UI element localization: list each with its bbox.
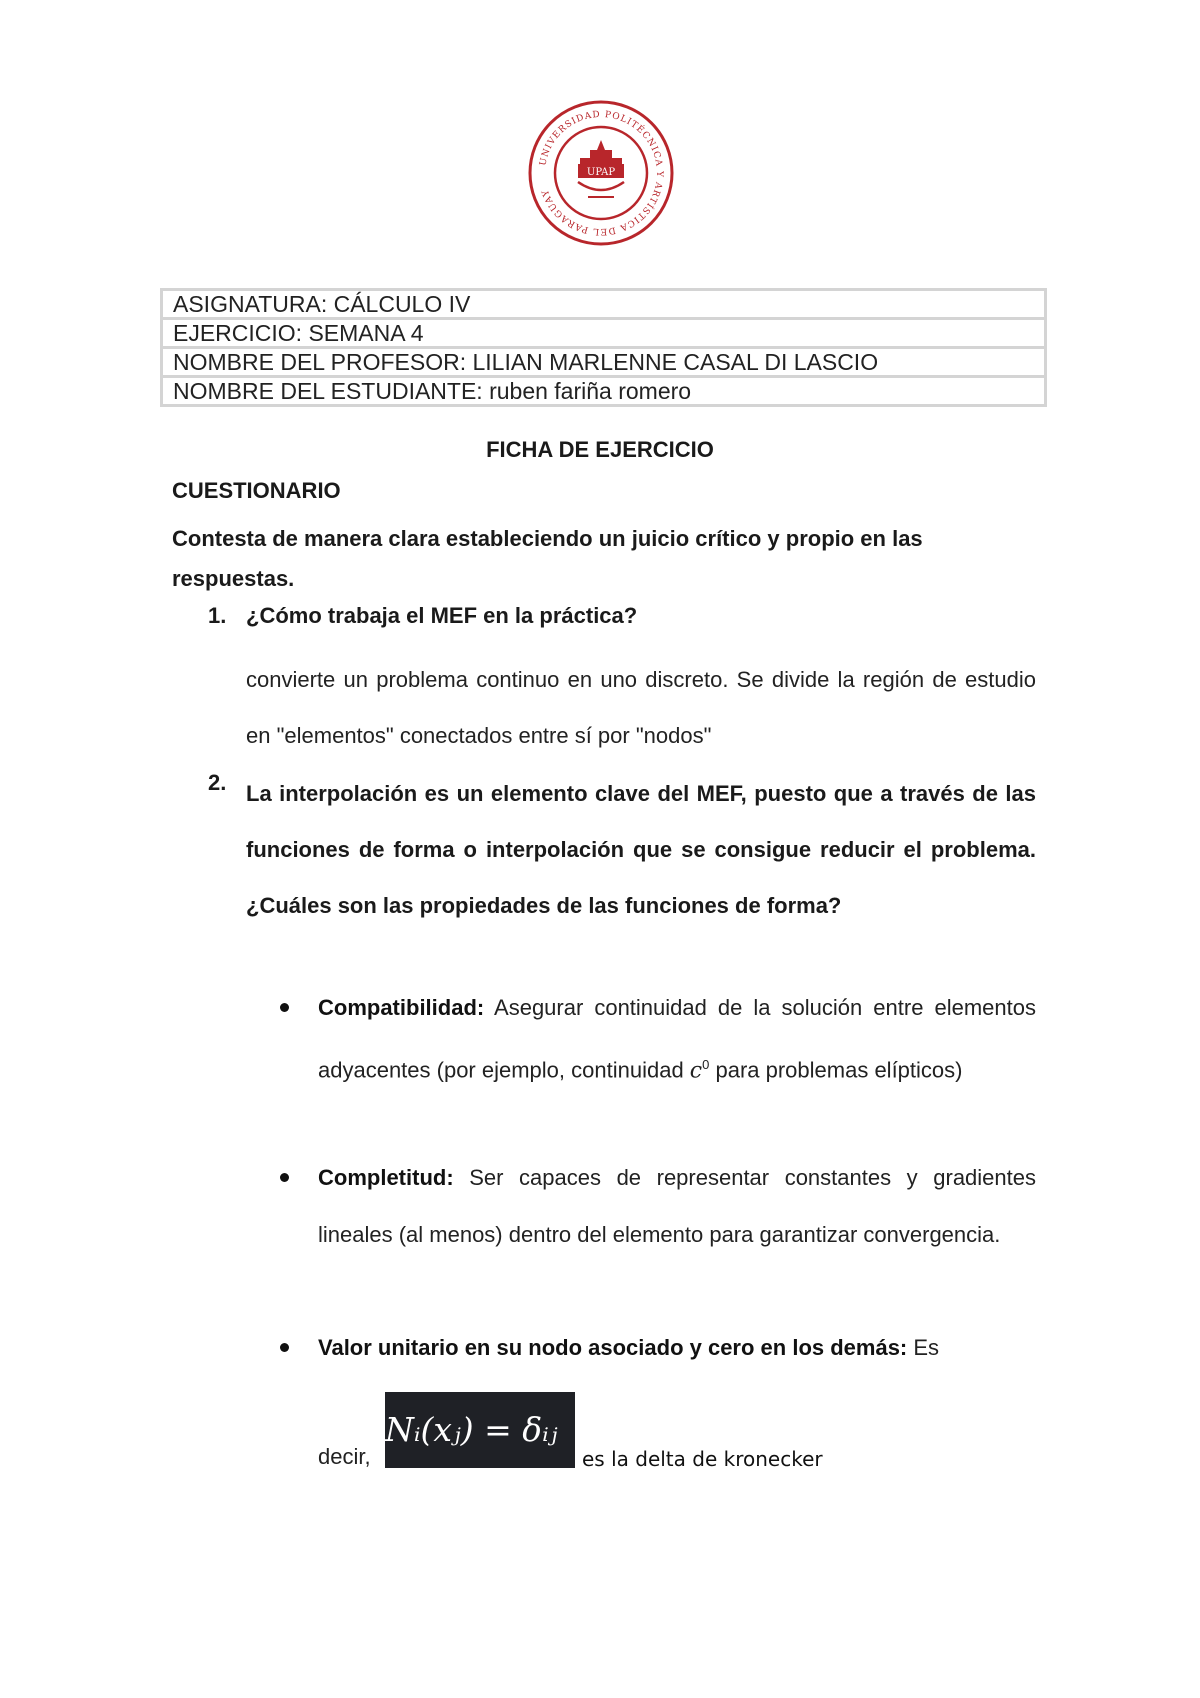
- logo-acronym: UPAP: [586, 167, 616, 178]
- bullet-text-after: para problemas elípticos): [709, 1056, 963, 1082]
- bullet-term: Valor unitario en su nodo asociado y cero en los demás:: [318, 1335, 908, 1360]
- question-2: La interpolación es un elemento clave del MEF, puesto que a través de las funciones de forma o interpolación que se consigue reducir el problema. ¿Cuáles son las propiedades de las funciones de forma?: [246, 781, 1036, 918]
- math-c: c: [689, 1057, 703, 1083]
- question-number-1: 1.: [208, 603, 227, 628]
- bullet-icon: [280, 1343, 289, 1352]
- bullet-text: Ser capaces de representar constantes y gradientes lineales (al menos) dentro del elemento para garantizar convergencia.: [318, 1165, 1036, 1247]
- table-row: [162, 290, 1046, 319]
- university-logo: [528, 100, 674, 246]
- table-row: [162, 319, 1046, 348]
- instructions: Contesta de manera clara estableciendo un juicio crítico y propio en las respuestas.: [172, 526, 923, 591]
- document-title: FICHA DE EJERCICIO: [486, 437, 714, 462]
- bullet-term: Completitud:: [318, 1165, 454, 1190]
- table-row: [162, 377, 1046, 406]
- bullet-compatibilidad: [318, 980, 1036, 1099]
- bullet-valor-unitario: [318, 1320, 1036, 1377]
- asignatura-cell: ASIGNATURA: CÁLCULO IV: [162, 290, 1046, 319]
- bullet-text: Asegurar continuidad de la solución entre elementos adyacentes (por ejemplo, continuidad: [318, 995, 1036, 1082]
- formula-image: Nᵢ(xⱼ) = δᵢⱼ: [385, 1392, 575, 1468]
- info-table: [160, 288, 1047, 407]
- bullet-icon: [280, 1173, 289, 1182]
- question-1: ¿Cómo trabaja el MEF en la práctica?: [246, 603, 638, 628]
- section-heading: CUESTIONARIO: [172, 478, 341, 503]
- question-number-2: 2.: [208, 770, 227, 795]
- bullet-completitud: [318, 1150, 1036, 1263]
- formula-caption: es la delta de kronecker: [582, 1447, 823, 1471]
- estudiante-cell: NOMBRE DEL ESTUDIANTE: ruben fariña romero: [162, 377, 1046, 406]
- table-row: [162, 348, 1046, 377]
- math-sup: 0: [702, 1056, 710, 1072]
- profesor-cell: NOMBRE DEL PROFESOR: LILIAN MARLENNE CASAL DI LASCIO: [162, 348, 1046, 377]
- ejercicio-cell: EJERCICIO: SEMANA 4: [162, 319, 1046, 348]
- bullet-term: Compatibilidad:: [318, 995, 485, 1020]
- logo-ring-text: UNIVERSIDAD POLITÉCNICA Y ARTÍSTICA DEL PARAGUAY: [538, 109, 665, 237]
- decir-text: decir,: [318, 1444, 371, 1469]
- bullet-text: Es: [907, 1335, 940, 1360]
- bullet-icon: [280, 1003, 289, 1012]
- answer-1: convierte un problema continuo en uno discreto. Se divide la región de estudio en "elementos" conectados entre sí por "nodos": [246, 667, 1036, 748]
